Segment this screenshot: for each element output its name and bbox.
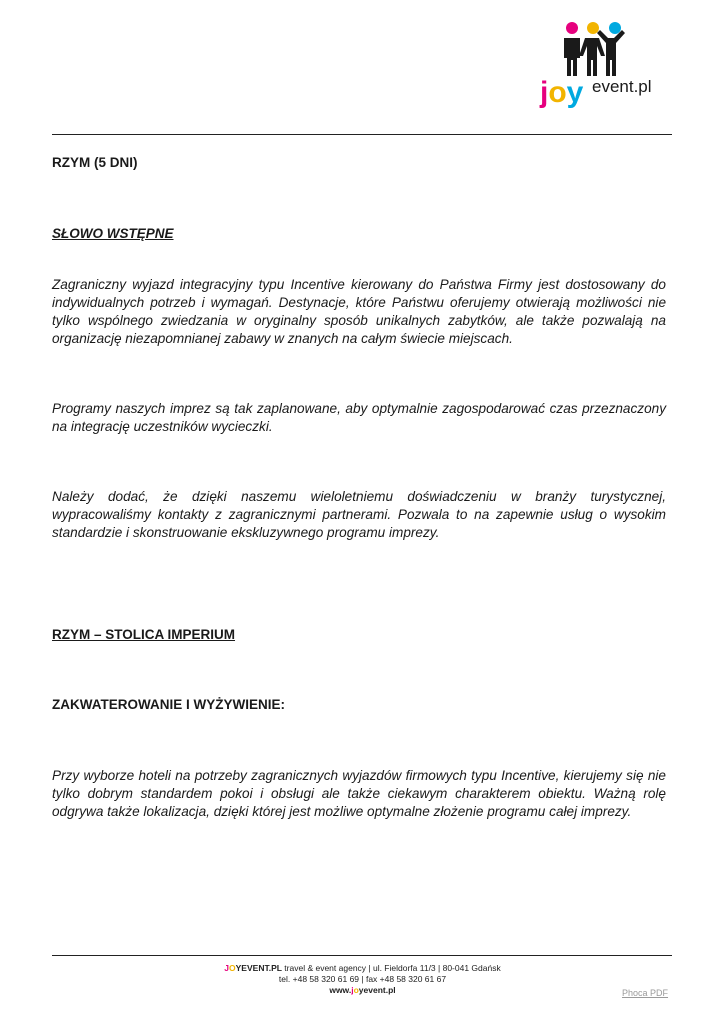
joyevent-logo	[538, 18, 660, 110]
section-heading-accommodation: ZAKWATEROWANIE I WYŻYWIENIE:	[52, 697, 285, 712]
footer-phone: tel. +48 58 320 61 69 | fax +48 58 320 61 67	[278, 974, 447, 984]
footer-address: JOYEVENT.PL travel & event agency | ul. Fieldorfa 11/3 | 80-041 Gdańsk	[224, 963, 501, 973]
section-heading-intro: SŁOWO WSTĘPNE	[52, 226, 174, 241]
header-divider	[52, 134, 672, 135]
svg-text:event.pl: event.pl	[592, 77, 652, 96]
accommodation-paragraph: Przy wyborze hoteli na potrzeby zagranicznych wyjazdów firmowych typu Incentive, kierujemy się nie tylko dobrym standardem pokoi i obsługi ale także ciekawym charakterem obiektu. Ważną rolę odgrywa także lokalizacja, dzięki której jest możliwe optymalne złożenie programu całej imprezy.	[52, 768, 666, 819]
footer-divider	[52, 955, 672, 956]
footer-website-link[interactable]: www.joyevent.pl	[329, 985, 396, 995]
intro-paragraph-1: Zagraniczny wyjazd integracyjny typu Incentive kierowany do Państwa Firmy jest dostosowany do indywidualnych potrzeb i wymagań. Destynacje, które Państwu oferujemy otwierają możliwości nie tylko wspólnego zwiedzania w oryginalny sposób unikalnych zabytków, ale także pozwalają na organizację niezapomnianej zabawy w znanych na całym świecie miejscach.	[52, 277, 666, 346]
section-heading-city: RZYM – STOLICA IMPERIUM	[52, 627, 236, 642]
logo-figures-icon	[538, 18, 660, 110]
svg-text:joy: joy	[540, 76, 584, 109]
phoca-pdf-link[interactable]: Phoca PDF	[622, 988, 669, 998]
intro-paragraph-3: Należy dodać, że dzięki naszemu wieloletniemu doświadczeniu w branży turystycznej, wypracowaliśmy kontakty z zagranicznymi partnerami. Pozwala to na zapewnie usług o wysokim standardzie i skonstruowanie ekskluzywnego programu imprezy.	[52, 489, 666, 540]
intro-paragraph-2: Programy naszych imprez są tak zaplanowane, aby optymalnie zagospodarować czas przeznaczony na integrację uczestników wycieczki.	[52, 401, 666, 434]
page-title: RZYM (5 DNI)	[52, 155, 138, 170]
